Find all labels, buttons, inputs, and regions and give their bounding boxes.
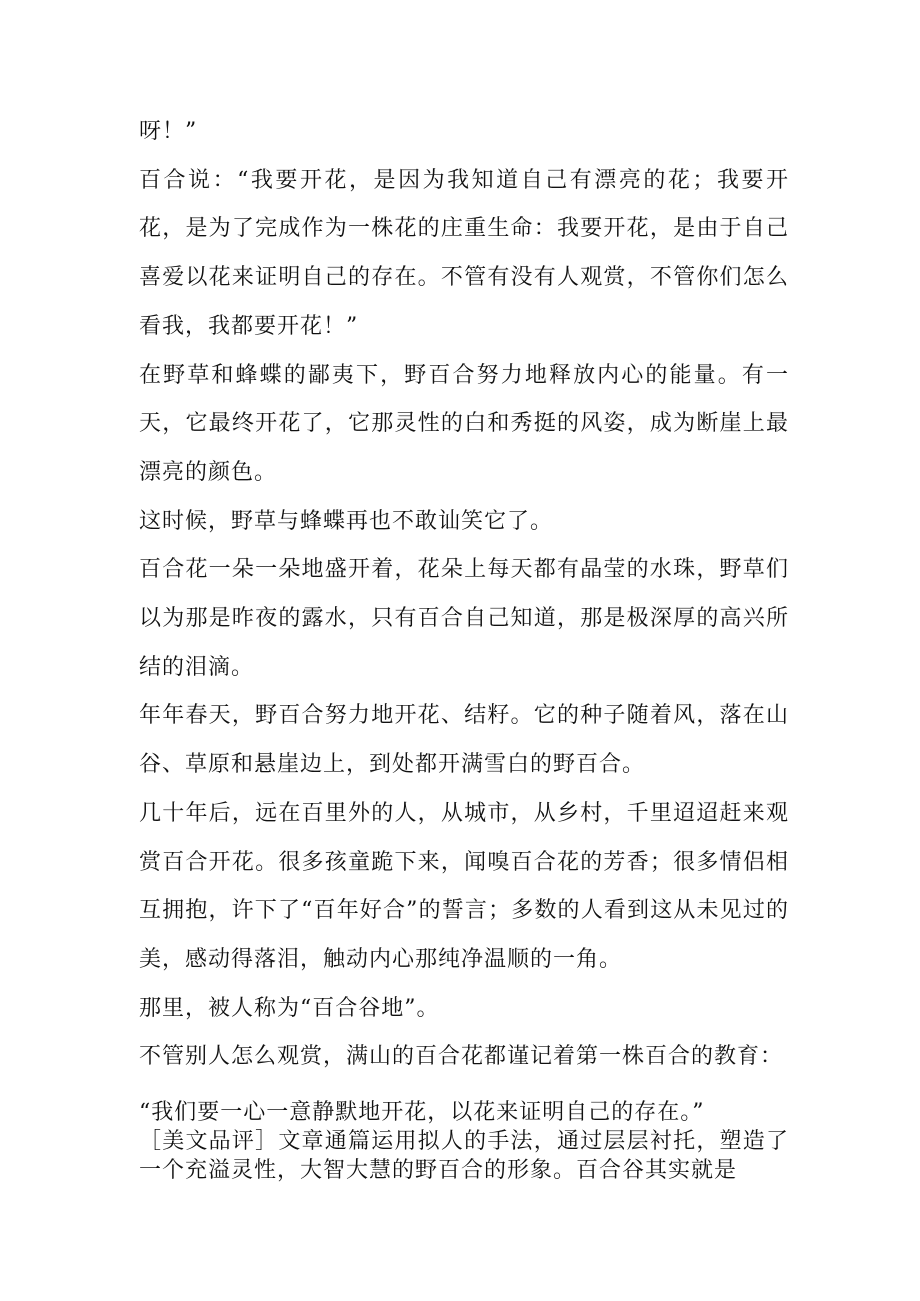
commentary-paragraph: ［美文品评］文章通篇运用拟人的手法，通过层层衬托，塑造了一个充溢灵性，大智大慧的野百合的形象。百合谷其实就是 bbox=[139, 1129, 789, 1184]
paragraph-8: 那里，被人称为“百合谷地”。 bbox=[139, 995, 440, 1021]
paragraph-5: 百合花一朵一朵地盛开着，花朵上每天都有晶莹的水珠，野草们以为那是昨夜的露水，只有百合自己知道，那是极深厚的高兴所结的泪滴。 bbox=[139, 557, 789, 680]
article-body bbox=[139, 108, 789, 1185]
paragraph-7: 几十年后，远在百里外的人，从城市，从乡村，千里迢迢赶来观赏百合开花。很多孩童跪下来，闻嗅百合花的芳香；很多情侣相互拥抱，许下了“百年好合”的誓言；多数的人看到这从未见过的美，感动得落泪，触动内心那纯净温顺的一角。 bbox=[139, 800, 789, 972]
paragraph-3: 在野草和蜂蝶的鄙夷下，野百合努力地释放内心的能量。有一天，它最终开花了，它那灵性的白和秀挺的风姿，成为断崖上最漂亮的颜色。 bbox=[139, 362, 789, 485]
paragraph-4: 这时候，野草与蜂蝶再也不敢讪笑它了。 bbox=[139, 508, 554, 534]
paragraph-1: 呀！” bbox=[139, 119, 198, 144]
paragraph-10: “我们要一心一意静默地开花，以花来证明自己的存在。” bbox=[139, 1100, 705, 1126]
paragraph-2: 百合说：“我要开花，是因为我知道自己有漂亮的花；我要开花，是为了完成作为一株花的庄重生命：我要开花，是由于自己喜爱以花来证明自己的存在。不管有没有人观赏，不管你们怎么看我，我都要开花！” bbox=[139, 167, 789, 339]
paragraph-6: 年年春天，野百合努力地开花、结籽。它的种子随着风，落在山谷、草原和悬崖边上，到处都开满雪白的野百合。 bbox=[139, 703, 789, 778]
paragraph-9: 不管别人怎么观赏，满山的百合花都谨记着第一株百合的教育： bbox=[139, 1044, 784, 1070]
